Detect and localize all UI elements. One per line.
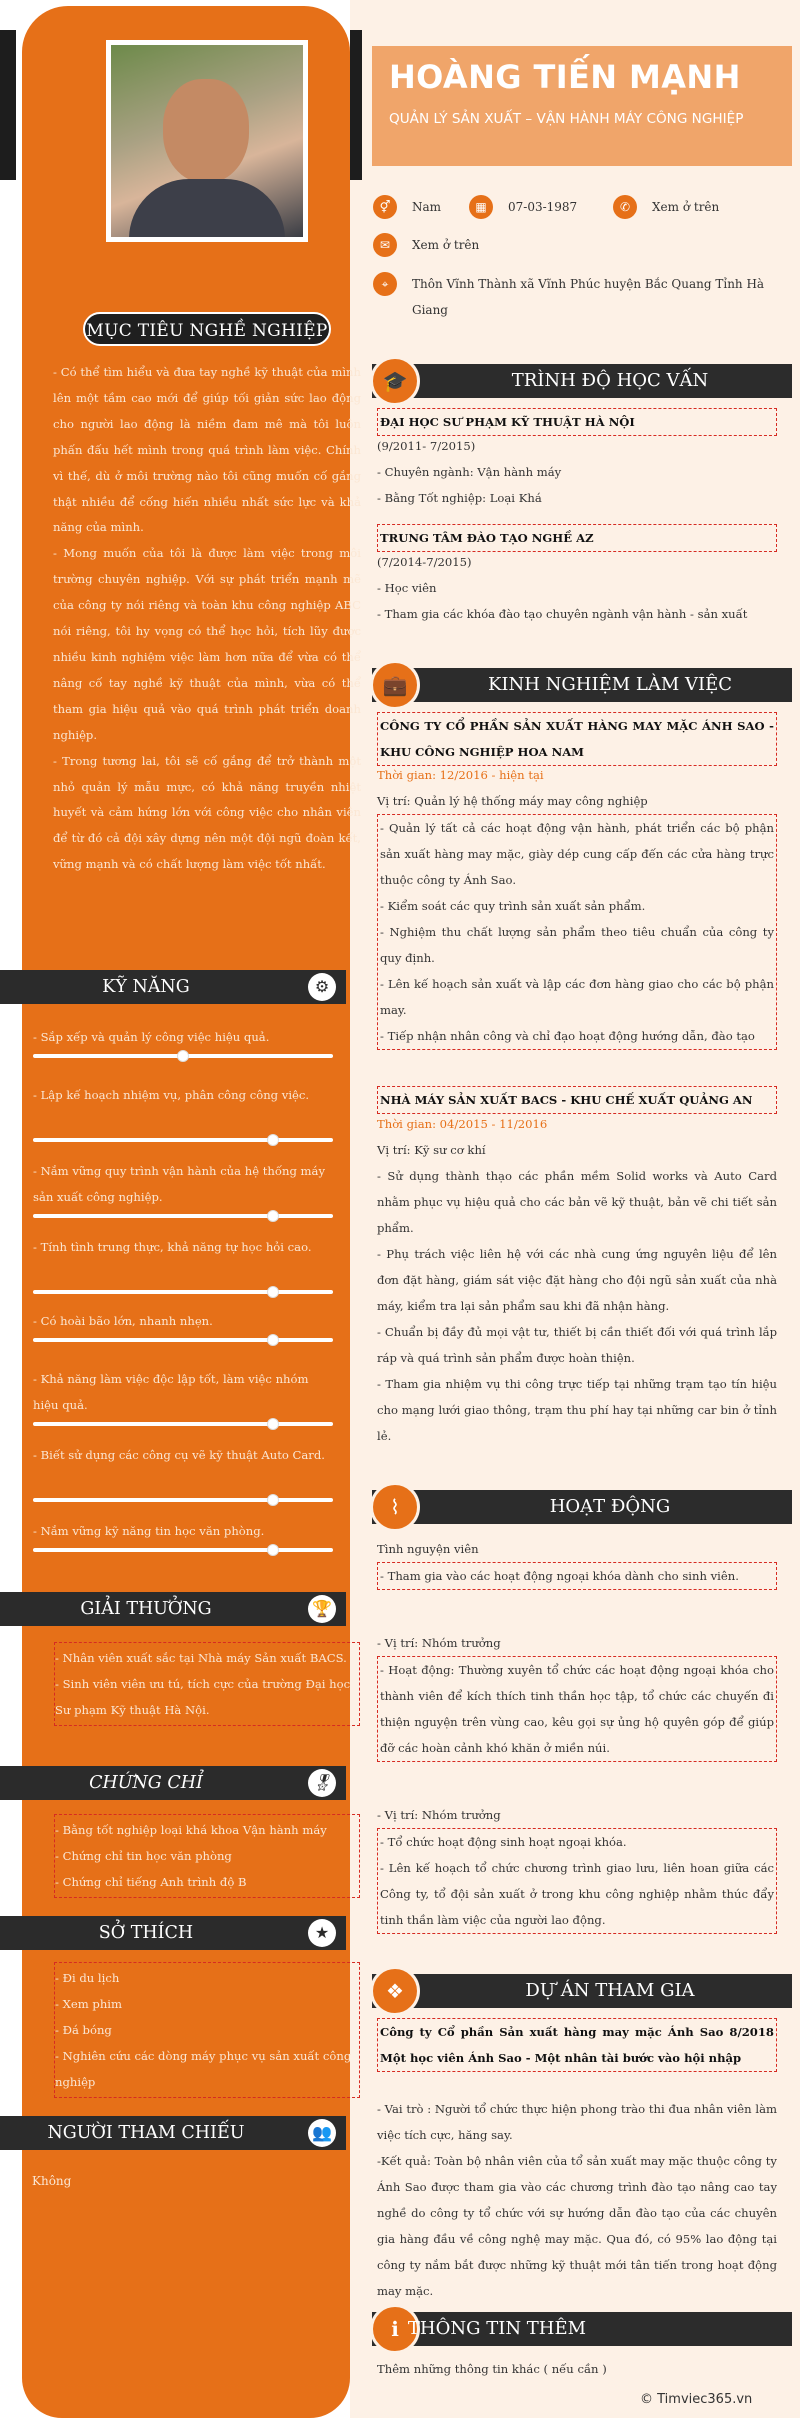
activity-line: - Hoạt động: Thường xuyên tổ chức các hoạt động ngoại khóa cho thành viên để kích thích tinh thần học tập, tổ chức các chuyến đi thiện nguyện trên vùng cao, kêu gọi sự ủng hộ quyên góp để giúp đỡ các hoàn cảnh khó khăn ở miền núi.: [380, 1663, 774, 1755]
skill-level-bar: [33, 1422, 333, 1426]
list-item: - Đá bóng: [55, 2023, 112, 2037]
extra-info-text: Thêm những thông tin khác ( nếu cần ): [377, 2362, 607, 2376]
skills-header: [0, 970, 346, 1004]
job-position: Vị trí: Kỹ sư cơ khí: [377, 1143, 486, 1157]
awards-title: GIẢI THƯỞNG: [80, 1599, 212, 1619]
skill-level-bar: [33, 1498, 333, 1502]
people-icon: 👥: [308, 2119, 336, 2147]
duty-line: - Phụ trách việc liên hệ với các nhà cung ứng nguyên liệu để lên đơn đặt hàng, giám sát việc đặt hàng cho đội ngũ sản xuất của nhà máy, kiểm tra lại sản phẩm sau khi đã nhận hàng.: [377, 1247, 777, 1313]
job-time: Thời gian: 04/2015 - 11/2016: [377, 1117, 548, 1131]
activities-header: [372, 1490, 792, 1524]
project-line: - Vai trò : Người tổ chức thực hiện phong trào thi đua nhân viên làm việc tích cực, hăng say.: [377, 2102, 777, 2142]
profile-photo: [106, 40, 308, 242]
medal-icon: 🎖: [308, 1769, 336, 1797]
education-line: - Bằng Tốt nghiệp: Loại Khá: [377, 491, 542, 505]
skill-item: [33, 1234, 333, 1294]
project-details: [377, 2096, 777, 2304]
skill-level-marker: [267, 1334, 279, 1346]
duty-line: - Chuẩn bị đầy đủ mọi vật tư, thiết bị cần thiết đối với quá trình lắp ráp và quá trình sản phẩm được hoàn thiện.: [377, 1325, 777, 1365]
skills-title: KỸ NĂNG: [102, 977, 190, 997]
list-item: - Bằng tốt nghiệp loại khá khoa Vận hành máy: [55, 1823, 327, 1837]
skill-label: - Sắp xếp và quản lý công việc hiệu quả.: [33, 1030, 270, 1044]
skill-level-marker: [267, 1544, 279, 1556]
hobbies-list: [54, 1962, 360, 2098]
duty-line: - Sử dụng thành thạo các phần mềm Solid works và Auto Card nhằm phục vụ hiệu quả cho các bản vẽ kỹ thuật, bản vẽ chi tiết sản phẩm.: [377, 1169, 777, 1235]
certs-header: [0, 1766, 346, 1800]
school-time: (7/2014-7/2015): [377, 555, 472, 569]
skill-level-marker: [267, 1286, 279, 1298]
phone-icon: ✆: [613, 195, 637, 219]
certs-title: CHỨNG CHỈ: [89, 1773, 203, 1793]
gear-icon: ⚙: [308, 973, 336, 1001]
list-item: - Xem phim: [55, 1997, 122, 2011]
education-title: TRÌNH ĐỘ HỌC VẤN: [511, 370, 709, 391]
extra-info-header: [372, 2312, 792, 2346]
education-header: [372, 364, 792, 398]
experience-title: KINH NGHIỆM LÀM VIỆC: [487, 674, 733, 695]
skill-level-marker: [177, 1050, 189, 1062]
references-text: Không: [32, 2174, 72, 2188]
duty-line: - Tham gia nhiệm vụ thi công trực tiếp tại những trạm tạo tín hiệu cho mạng lưới giao thông, trạm thu phí hay tại những car bin ở tỉnh lẻ.: [377, 1377, 777, 1443]
activity-body: [377, 1828, 777, 1934]
skill-level-bar: [33, 1290, 333, 1294]
project-line: -Kết quả: Toàn bộ nhân viên của tổ sản xuất may mặc thuộc công ty Ánh Sao được tham gia vào các chương trình đào tạo nâng cao tay nghề do công ty tổ chức với sự hướng dẫn đào tạo của các chuyên gia hàng đầu về công nghệ may mặc. Qua đó, có 95% lao động tại công ty nắm bắt được những kỹ thuật mới tân tiến trong hoạt động may mặc.: [377, 2154, 777, 2298]
skill-item: [33, 1308, 333, 1342]
job-duties: [377, 814, 777, 1050]
list-item: - Nghiên cứu các dòng máy phục vụ sản xuất công nghiệp: [55, 2049, 352, 2089]
activity-body: [377, 1656, 777, 1762]
skill-label: - Lập kế hoạch nhiệm vụ, phân công công việc.: [33, 1088, 310, 1102]
calendar-icon: ▦: [469, 195, 493, 219]
right-edge-stripe: [350, 30, 362, 180]
company-name: CÔNG TY CỔ PHẦN SẢN XUẤT HÀNG MAY MẶC ÁNH SAO - KHU CÔNG NGHIỆP HOA NAM: [377, 712, 777, 766]
list-item: - Sinh viên viên ưu tú, tích cực của trường Đại học Sư phạm Kỹ thuật Hà Nội.: [55, 1677, 351, 1717]
skill-level-bar: [33, 1338, 333, 1342]
duty-line: - Kiểm soát các quy trình sản xuất sản phẩm.: [380, 899, 646, 913]
activities-title: HOẠT ĐỘNG: [549, 1496, 671, 1517]
left-edge-stripe: [0, 30, 16, 180]
skill-label: - Tính tình trung thực, khả năng tự học hỏi cao.: [33, 1240, 312, 1254]
objective-paragraph: - Trong tương lai, tôi sẽ cố gắng để trở thành một nhỏ quản lý mẫu mực, có khả năng truyền nhiệt huyết và cảm hứng lớn với công việc cho nhân viên để từ đó cả đội xây dựng nên một đội ngũ đoàn kết, vững mạnh và có chất lượng làm việc tốt nhất.: [53, 753, 361, 872]
hobbies-title: SỞ THÍCH: [98, 1923, 194, 1943]
objective-paragraph: - Có thể tìm hiểu và đưa tay nghề kỹ thuật của mình lên một tầm cao mới để giúp tối giản sức lao động cho người lao động là niềm đam mê mà tôi luôn phấn đấu hết mình trong quá trình làm việc. Chính vì thế, dù ở môi trường nào tôi cũng muốn cố gắng thật nhiều để cống hiến nhiều nhất sức lực và khả năng của mình.: [53, 365, 361, 535]
left-column: [22, 6, 361, 2418]
pulse-icon: ⌇: [370, 1482, 420, 1532]
list-item: - Nhân viên xuất sắc tại Nhà máy Sản xuất BACS.: [55, 1651, 347, 1665]
skill-label: - Biết sử dụng các công cụ vẽ kỹ thuật Auto Card.: [33, 1448, 325, 1462]
gender-value: Nam: [412, 200, 442, 214]
job-position: Vị trí: Quản lý hệ thống máy may công nghiệp: [377, 794, 648, 808]
objective-text: [53, 360, 361, 878]
awards-list: [54, 1642, 360, 1726]
gender-icon: ⚥: [373, 195, 397, 219]
location-icon: ⌖: [373, 272, 397, 296]
list-item: - Chứng chỉ tiếng Anh trình độ B: [55, 1875, 247, 1889]
duty-line: - Tiếp nhận nhân công và chỉ đạo hoạt động hướng dẫn, đào tạo: [380, 1029, 755, 1043]
skill-label: - Khả năng làm việc độc lập tốt, làm việc nhóm hiệu quả.: [33, 1372, 309, 1412]
experience-header: [372, 668, 792, 702]
extra-info-title: THÔNG TIN THÊM: [407, 2318, 587, 2339]
job-duties: [377, 1163, 777, 1449]
references-header: [0, 2116, 346, 2150]
company-name: NHÀ MÁY SẢN XUẤT BACS - KHU CHẾ XUẤT QUẢNG AN: [377, 1086, 777, 1114]
skill-level-marker: [267, 1494, 279, 1506]
projects-header: [372, 1974, 792, 2008]
skill-item: [33, 1442, 333, 1502]
projects-title: DỰ ÁN THAM GIA: [525, 1980, 695, 2001]
skill-item: [33, 1082, 333, 1142]
phone-value: Xem ở trên: [652, 200, 720, 214]
activity-body: [377, 1562, 777, 1590]
graduation-cap-icon: 🎓: [370, 356, 420, 406]
education-line: - Chuyên ngành: Vận hành máy: [377, 465, 562, 479]
skill-level-marker: [267, 1418, 279, 1430]
skill-label: - Nắm vững kỹ năng tin học văn phòng.: [33, 1524, 265, 1538]
list-item: - Chứng chỉ tin học văn phòng: [55, 1849, 232, 1863]
skill-item: [33, 1366, 333, 1426]
objective-title: MỤC TIÊU NGHỀ NGHIỆP: [83, 312, 331, 346]
skill-level-marker: [267, 1134, 279, 1146]
info-icon: ℹ: [370, 2304, 420, 2354]
skill-level-bar: [33, 1138, 333, 1142]
school-name: TRUNG TÂM ĐÀO TẠO NGHỀ AZ: [377, 524, 777, 552]
references-title: NGƯỜI THAM CHIẾU: [47, 2123, 245, 2143]
duty-line: - Lên kế hoạch sản xuất và lập các đơn hàng giao cho các bộ phận may.: [380, 977, 774, 1017]
hobbies-header: [0, 1916, 346, 1950]
job-title: QUẢN LÝ SẢN XUẤT – VẬN HÀNH MÁY CÔNG NGHIỆP: [389, 111, 744, 127]
skill-item: [33, 1024, 333, 1058]
address-value: Thôn Vĩnh Thành xã Vĩnh Phúc huyện Bắc Quang Tỉnh Hà Giang: [412, 277, 765, 317]
education-line: - Học viên: [377, 581, 437, 595]
duty-line: - Nghiệm thu chất lượng sản phẩm theo tiêu chuẩn của công ty quy định.: [380, 925, 774, 965]
education-line: - Tham gia các khóa đào tạo chuyên ngành vận hành - sản xuất: [377, 607, 748, 621]
job-time: Thời gian: 12/2016 - hiện tại: [377, 768, 544, 782]
skill-level-bar: [33, 1214, 333, 1218]
project-title: Công ty Cổ phần Sản xuất hàng may mặc Ánh Sao 8/2018 Một học viên Ánh Sao - Một nhân tài bước vào hội nhập: [377, 2018, 777, 2072]
skill-label: - Có hoài bão lớn, nhanh nhẹn.: [33, 1314, 213, 1328]
trophy-icon: 🏆: [308, 1595, 336, 1623]
activity-head: Tình nguyện viên: [377, 1542, 479, 1556]
layers-icon: ❖: [370, 1966, 420, 2016]
certs-list: [54, 1814, 360, 1898]
star-icon: ★: [308, 1919, 336, 1947]
skill-item: [33, 1158, 333, 1218]
activity-head: - Vị trí: Nhóm trưởng: [377, 1808, 501, 1822]
skill-level-bar: [33, 1054, 333, 1058]
activity-line: - Tham gia vào các hoạt động ngoại khóa dành cho sinh viên.: [380, 1569, 739, 1583]
briefcase-icon: 💼: [370, 660, 420, 710]
email-icon: ✉: [373, 233, 397, 257]
duty-line: - Quản lý tất cả các hoạt động vận hành, phát triển các bộ phận sản xuất hàng may mặc, giày dép cung cấp đến các cửa hàng trực thuộc công ty Ánh Sao.: [380, 821, 774, 887]
activity-line: - Tổ chức hoạt động sinh hoạt ngoại khóa.: [380, 1835, 627, 1849]
birthday-value: 07-03-1987: [508, 200, 578, 214]
school-time: (9/2011- 7/2015): [377, 439, 476, 453]
skill-level-bar: [33, 1548, 333, 1552]
awards-header: [0, 1592, 346, 1626]
skill-item: [33, 1518, 333, 1552]
objective-paragraph: - Mong muốn của tôi là được làm việc trong môi trường chuyên nghiệp. Với sự phát triển mạnh mẽ của công ty nói riêng và toàn khu công nghiệp ABC nói riêng, tôi hy vọng có thể học hỏi, tích lũy được nhiều kinh nghiệm việc làm hơn nữa để vừa có thể nâng cố tay nghề kỹ thuật của mình, vừa có thể tham gia hiệu quả vào quá trình phát triển doanh nghiệp.: [53, 546, 361, 742]
skill-label: - Nắm vững quy trình vận hành của hệ thống máy sản xuất công nghiệp.: [33, 1164, 326, 1204]
school-name: ĐẠI HỌC SƯ PHẠM KỸ THUẬT HÀ NỘI: [377, 408, 777, 436]
activity-line: - Lên kế hoạch tổ chức chương trình giao lưu, liên hoan giữa các Công ty, tổ đội sản xuất ở trong khu công nghiệp nhằm thúc đẩy tinh thần làm việc của người lao động.: [380, 1861, 774, 1927]
footer-credit: © Timviec365.vn: [640, 2392, 753, 2407]
list-item: - Đi du lịch: [55, 1971, 120, 1985]
email-value: Xem ở trên: [412, 238, 480, 252]
skill-level-marker: [267, 1210, 279, 1222]
full-name: HOÀNG TIẾN MẠNH: [389, 58, 741, 96]
activity-head: - Vị trí: Nhóm trưởng: [377, 1636, 501, 1650]
